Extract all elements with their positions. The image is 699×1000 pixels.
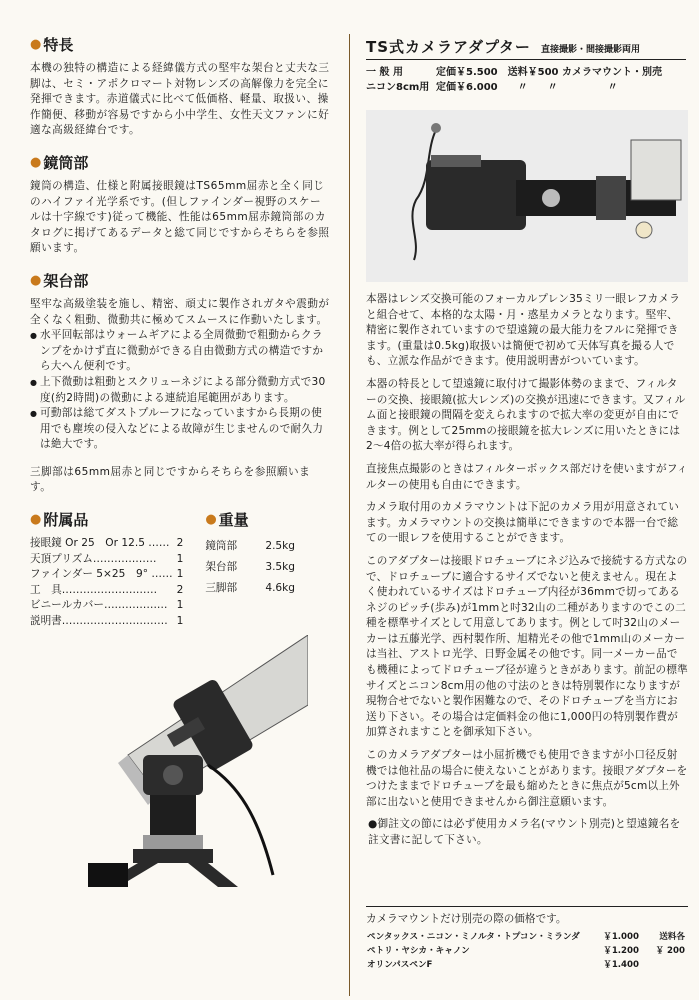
adapter-price-list [366, 65, 686, 95]
mount-heading: ● 架台部 [30, 271, 89, 290]
adapter-subtitle: 直接撮影・間接撮影両用 [540, 45, 640, 55]
accessories-heading: ● 附属品 [30, 511, 89, 530]
heading-bullet-icon: ● [30, 154, 42, 170]
adapter-description [366, 292, 688, 848]
list-item: ● 可動部は総てダストプルーフになっていますから長期の使用でも塵埃の侵入などによる故障が生じませんので耐久力は絶大です。 [30, 406, 330, 453]
accessories-table [30, 536, 183, 629]
telescope-mount-illustration [88, 635, 308, 887]
features-heading: ● 特長 [30, 36, 74, 54]
table-row: ペンタックス・ニコン・ミノルタ・トプコン・ミランダ ￥1.000 送料各 [367, 932, 685, 942]
heading-bullet-icon: ● [30, 37, 42, 52]
table-row: 説明書………………………… 1 [30, 614, 184, 627]
accessories-section [30, 509, 183, 629]
spec-row [30, 509, 330, 629]
telescope-mount-photo [88, 635, 308, 887]
adapter-paragraph: 直接焦点撮影のときはフィルターボックス部だけを使いますがフィルターの使用も自由にできます。 [366, 462, 688, 491]
table-row: 接眼鏡 Or 25 Or 12.5 …… 2 [30, 537, 184, 550]
tripod-text: 三脚部は65mm屈赤と同じですからそちらを参照願います。 [30, 465, 311, 494]
price-row: 一 般 用 定価￥5.500 送料￥500 カメラマウント・別売 [366, 67, 662, 78]
heading-bullet-icon: ● [30, 272, 42, 288]
table-row: ペトリ・ヤシカ・キャノン ￥1.200 ￥ 200 [367, 946, 685, 956]
price-row: ニコン8cm用 定価￥6.000 〃 〃 〃 [366, 82, 618, 93]
table-row: ビニールカバー……………… 1 [30, 599, 184, 612]
adapter-paragraph: カメラ取付用のカメラマウントは下記のカメラ用が用意されています。カメラマウントの交換は簡単にできますので本器一台で総ての一眼レフを使用することができます。 [366, 501, 680, 545]
list-item: ● 水平回転部はウォームギアによる全周微動で粗動からクランプをかけず直に微動ができる自由微動方式の構造ですから大へん便利です。 [30, 328, 330, 375]
mount-bullet-list [30, 328, 330, 453]
mount-section [30, 270, 330, 496]
mount-text: 堅牢な高級塗装を施し、精密、頑丈に製作されガタや震動が全くなく粗動、微動共に極めてスムースに作動いたします。 [30, 297, 330, 326]
adapter-title-bar [366, 36, 686, 60]
list-item: ● 上下微動は粗動とスクリューネジによる部分微動方式で30度(約2時間)の微動による連続追尾範囲があります。 [30, 375, 330, 406]
tube-section [30, 152, 330, 257]
right-column [366, 36, 686, 95]
adapter-paragraph: このアダプターは接眼ドロチューブにネジ込みで接続する方式なので、ドロチューブに適合するサイズでないと使えません。現在よく使われているサイズはドロチューブ内径が36mmで切ってあるネジのピッチ(歩み)が1mmと吋32山の二種がありますのでこの二種を標準サイズとして用意してあります。例として吋32山のメーカーは五藤光学、西村製作所、旭精光その他で1mm山のメーカーは当社、アストロ光学、日野金属その他です。同一メーカー品でも機種によってドロチューブ径が違うときがあります。前記の標準サイズとニコン8cm用の他の寸法のときは特別製作になりますが現物合せでないと製作困難なので、そのドロチューブを当方にお送り下さい。その場合は定価料金の他に1,000円の特別製作費が加算されますことを御承知下さい。 [366, 554, 688, 739]
table-row: 鏡筒部 2.5kg [205, 540, 296, 553]
mount-price-section [366, 906, 688, 972]
weight-table [205, 536, 295, 599]
table-row: 工 具……………………… 2 [30, 583, 184, 596]
adapter-paragraph: このカメラアダプターは小屈折機でも使用できますが小口径反射機では他社品の場合に使えないことがあります。接眼アダプターをつけたままでドロチューブを最も縮めたときに焦点が5cm以上外部に出ないと使用できませんから御注意願います。 [366, 749, 688, 808]
column-divider [349, 34, 350, 996]
features-text: 本機の独特の構造による経緯儀方式の堅牢な架台と丈夫な三脚は、セミ・アポクロマート対物レンズの高解像力を完全に発揮できます。赤道儀式に比べて低価格、軽量、取扱い、操作簡便、移動が容易ですから小中学生、女性天文ファンに好適な高級経緯台です。 [30, 62, 330, 137]
mount-price-title: カメラマウントだけ別売の際の価格です。 [366, 913, 567, 925]
table-row: 架台部 3.5kg [205, 561, 296, 574]
adapter-paragraph: 本器はレンズ交換可能のフォーカルプレン35ミリ一眼レフカメラと組合せて、本格的な太陽・月・惑星カメラとなります。堅牢、精密に製作されていますので望遠鏡の最大能力をフルに発揮できます。(重量は0.5kg)取扱いは簡便で初めて天体写真を撮る人でも、立派な作品ができます。使用説明書がついています。 [366, 293, 680, 368]
heading-bullet-icon: ● [30, 512, 42, 528]
tube-text: 鏡筒の構造、仕様と附属接眼鏡はTS65mm屈赤と全く同じのハイファイ光学系です。(但しファインダー視野のスケールは十字線です)従って機能、性能は65mm屈赤鏡筒部のカタログに掲げてあるデータと総て同じですからそちらを参照願います。 [30, 179, 330, 255]
camera-adapter-illustration [366, 110, 688, 282]
weight-heading: ● 重量 [205, 511, 249, 530]
mount-price-table [366, 930, 686, 972]
order-note: ●御註文の節には必ず使用カメラ名(マウント別売)と望遠鏡名を註文書に記して下さい。 [368, 818, 681, 846]
left-column [30, 34, 330, 629]
table-row: 天頂プリズム……………… 1 [30, 552, 184, 565]
adapter-title: TS式カメラアダプター [366, 38, 531, 56]
adapter-paragraph: 本器の特長として望遠鏡に取付けて撮影体勢のままで、フィルターの交換、接眼鏡(拡大レンズ)の交換が迅速にできます。又フィルム面と接眼鏡の間隔を変えられますので拡大率の変更が自由にできます。例として25mmの接眼鏡を拡大レンズに用いたときには2〜4倍の拡大率が得られます。 [366, 377, 686, 453]
tube-heading: ● 鏡筒部 [30, 153, 89, 172]
heading-bullet-icon: ● [205, 512, 217, 528]
camera-adapter-photo [366, 110, 688, 282]
features-section [30, 34, 330, 139]
table-row: 三脚部 4.6kg [205, 582, 296, 595]
table-row: ファインダー 5×25 9° …… 1 [30, 568, 184, 581]
weight-section [205, 509, 295, 629]
table-row: オリンパスペンF ￥1.400 [367, 960, 639, 970]
